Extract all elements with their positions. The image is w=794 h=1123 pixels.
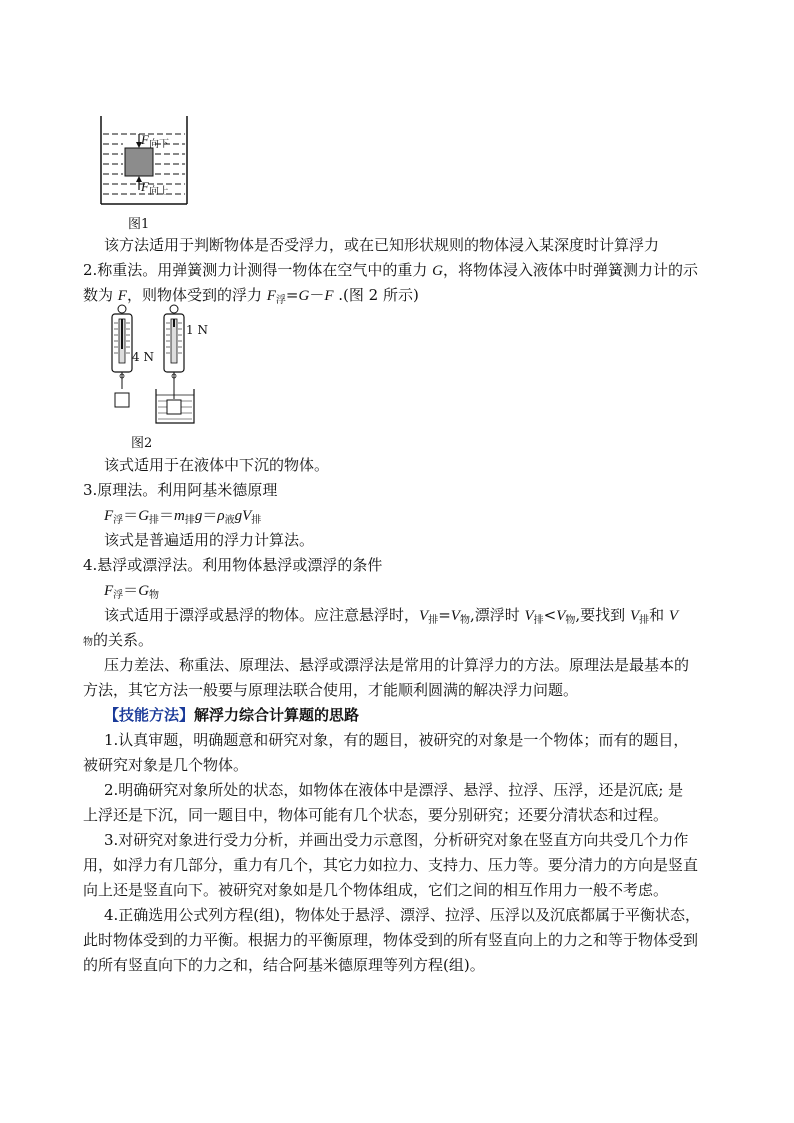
- text-line: 该式适用于在液体中下沉的物体。: [104, 456, 330, 474]
- section-heading: 【技能方法】解浮力综合计算题的思路: [104, 706, 360, 724]
- text-line: 4.悬浮或漂浮法。利用物体悬浮或漂浮的条件: [83, 556, 383, 574]
- text-line: 2.称重法。用弹簧测力计测得一物体在空气中的重力 G，将物体浸入液体中时弹簧测力计的示: [83, 261, 698, 279]
- formula-archimedes: $F_浮=G_排=m_排g=\rho_液gV_排$: [104, 506, 262, 526]
- formula-floating: $F_浮=G_物$: [104, 581, 160, 601]
- text-line: 此时物体受到的力平衡。根据力的平衡原理，物体受到的所有竖直向上的力之和等于物体受到: [83, 931, 699, 949]
- block: [125, 148, 153, 176]
- figure-2-right-reading: 1 N: [186, 323, 208, 337]
- text-line: 数为 F，则物体受到的浮力 $F_浮=G-F$ .(图 2 所示): [83, 286, 419, 306]
- figure-1-label-top: $F_{向下}$: [141, 132, 169, 150]
- text-line: 物的关系。: [83, 631, 154, 649]
- left-block: [115, 393, 129, 407]
- text-line: 用，如浮力有几部分，重力有几个，其它力如拉力、支持力、压力等。要分清力的方向是竖直: [83, 856, 699, 874]
- figure-1-label-bottom: $F_{向上}$: [141, 179, 169, 197]
- figure-2-left-reading: 4 N: [132, 350, 154, 364]
- text-line: 2.明确研究对象所处的状态，如物体在液体中是漂浮、悬浮、拉浮、压浮，还是沉底; 是: [104, 781, 684, 799]
- text-line: 该式适用于漂浮或悬浮的物体。应注意悬浮时，$V_排=V_物$,漂浮时 $V_排<V_物$,要找到 $V_排$和 V: [104, 606, 679, 626]
- text-line: 3.对研究对象进行受力分析，并画出受力示意图，分析研究对象在竖直方向共受几个力作: [104, 831, 689, 849]
- text-line: 上浮还是下沉，同一题目中，物体可能有几个状态，要分别研究；还要分清状态和过程。: [83, 806, 669, 824]
- text-line: 4.正确选用公式列方程(组)，物体处于悬浮、漂浮、拉浮、压浮以及沉底都属于平衡状态，: [104, 906, 701, 924]
- right-block: [167, 400, 181, 414]
- text-line: 1.认真审题，明确题意和研究对象，有的题目，被研究的对象是一个物体；而有的题目，: [104, 731, 689, 749]
- text-line: 向上还是竖直向下。被研究对象如是几个物体组成，它们之间的相互作用力一般不考虑。: [83, 881, 669, 899]
- figure-1-caption: 图1: [128, 217, 150, 232]
- text-line: 被研究对象是几个物体。: [83, 756, 249, 774]
- figure-2-caption: 图2: [131, 436, 153, 451]
- text-line: 该方法适用于判断物体是否受浮力，或在已知形状规则的物体浸入某深度时计算浮力: [104, 236, 660, 254]
- text-line: 该式是普遍适用的浮力计算法。: [104, 531, 315, 549]
- text-line: 压力差法、称重法、原理法、悬浮或漂浮法是常用的计算浮力的方法。原理法是最基本的: [104, 656, 690, 674]
- text-line: 3.原理法。利用阿基米德原理: [83, 481, 278, 499]
- text-line: 方法，其它方法一般要与原理法联合使用，才能顺利圆满的解决浮力问题。: [83, 681, 579, 699]
- text-line: 的所有竖直向下的力之和，结合阿基米德原理等列方程(组)。: [83, 956, 485, 974]
